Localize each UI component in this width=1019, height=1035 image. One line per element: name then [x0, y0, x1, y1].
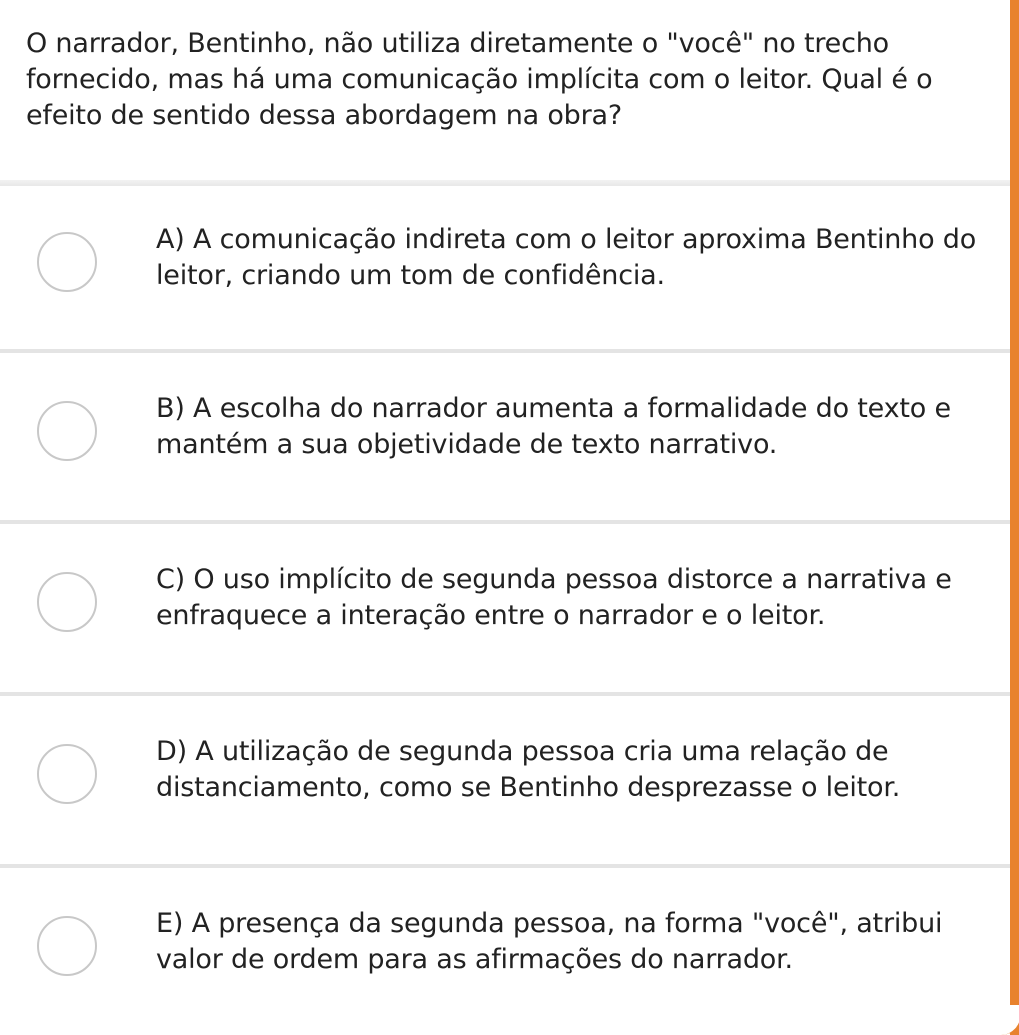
option-e[interactable]: [0, 868, 1010, 1034]
option-a[interactable]: [0, 184, 1010, 350]
accent-bar: [1010, 0, 1019, 1035]
option-b[interactable]: [0, 353, 1010, 519]
option-text: A) A comunicação indireta com o leitor aproxima Bentinho do leitor, criando um tom de confidência.: [156, 224, 977, 291]
radio-button[interactable]: [37, 916, 97, 976]
radio-button[interactable]: [37, 572, 97, 632]
option-text: D) A utilização de segunda pessoa cria uma relação de distanciamento, como se Bentinho desprezasse o leitor.: [156, 736, 901, 803]
question-text: O narrador, Bentinho, não utiliza diretamente o "você" no trecho fornecido, mas há uma comunicação implícita com o leitor. Qual é o efeito de sentido dessa abordagem na obra?: [26, 28, 933, 131]
radio-button[interactable]: [37, 401, 97, 461]
option-c[interactable]: [0, 524, 1010, 690]
radio-button[interactable]: [37, 232, 97, 292]
option-text: B) A escolha do narrador aumenta a formalidade do texto e mantém a sua objetividade de texto narrativo.: [156, 393, 951, 460]
option-text: E) A presença da segunda pessoa, na forma "você", atribui valor de ordem para as afirmações do narrador.: [156, 908, 943, 975]
option-d[interactable]: [0, 696, 1010, 862]
option-text: C) O uso implícito de segunda pessoa distorce a narrativa e enfraquece a interação entre o narrador e o leitor.: [156, 564, 952, 631]
radio-button[interactable]: [37, 744, 97, 804]
